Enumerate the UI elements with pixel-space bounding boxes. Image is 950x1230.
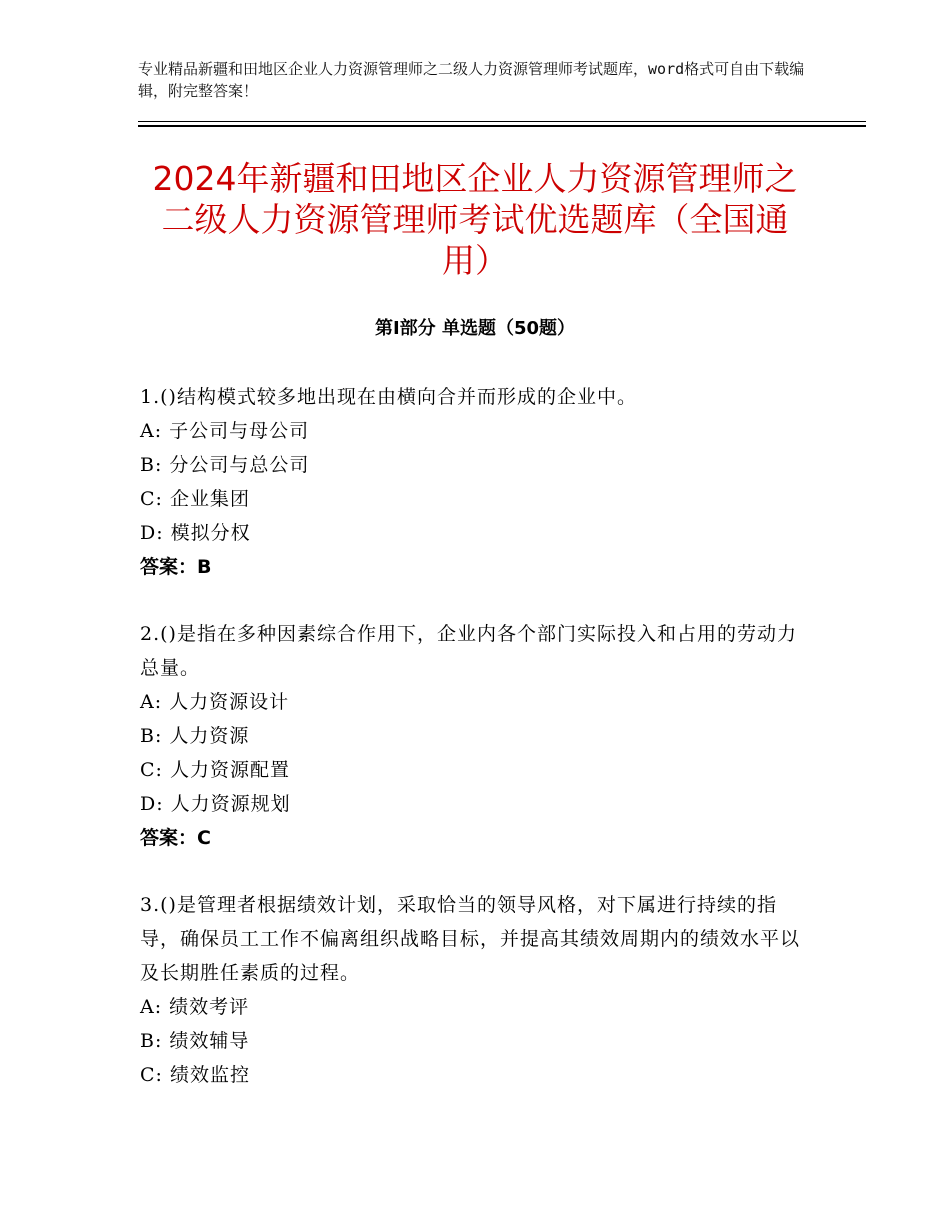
option-b: B: 人力资源	[140, 725, 250, 747]
document-title: 2024年新疆和田地区企业人力资源管理师之二级人力资源管理师考试优选题库（全国通用）	[152, 159, 798, 280]
section-title: 第Ⅰ部分 单选题（50题）	[374, 318, 575, 339]
question-2	[140, 617, 812, 855]
question-stem: 3.()是管理者根据绩效计划，采取恰当的领导风格，对下属进行持续的指导，确保员工工作不偏离组织战略目标，并提高其绩效周期内的绩效水平以及长期胜任素质的过程。	[140, 894, 801, 984]
question-stem: 2.()是指在多种因素综合作用下，企业内各个部门实际投入和占用的劳动力总量。	[140, 623, 797, 679]
header-rule	[138, 121, 866, 122]
option-a: A: 人力资源设计	[140, 691, 290, 713]
header-rule-thick	[138, 125, 866, 127]
question-1	[140, 380, 812, 584]
option-b: B: 分公司与总公司	[140, 454, 310, 476]
option-c: C: 绩效监控	[140, 1064, 250, 1086]
option-b: B: 绩效辅导	[140, 1030, 250, 1052]
option-c: C: 企业集团	[140, 488, 250, 510]
answer: 答案：B	[140, 556, 212, 578]
answer: 答案：C	[140, 827, 211, 849]
option-a: A: 子公司与母公司	[140, 420, 310, 442]
question-list	[140, 380, 812, 1125]
option-c: C: 人力资源配置	[140, 759, 290, 781]
option-a: A: 绩效考评	[140, 996, 250, 1018]
option-d: D: 模拟分权	[140, 522, 251, 544]
header-note: 专业精品新疆和田地区企业人力资源管理师之二级人力资源管理师考试题库，word格式可自由下载编辑，附完整答案！	[138, 60, 805, 100]
question-stem: 1.()结构模式较多地出现在由横向合并而形成的企业中。	[140, 386, 637, 408]
option-d: D: 人力资源规划	[140, 793, 291, 815]
question-3	[140, 888, 812, 1092]
